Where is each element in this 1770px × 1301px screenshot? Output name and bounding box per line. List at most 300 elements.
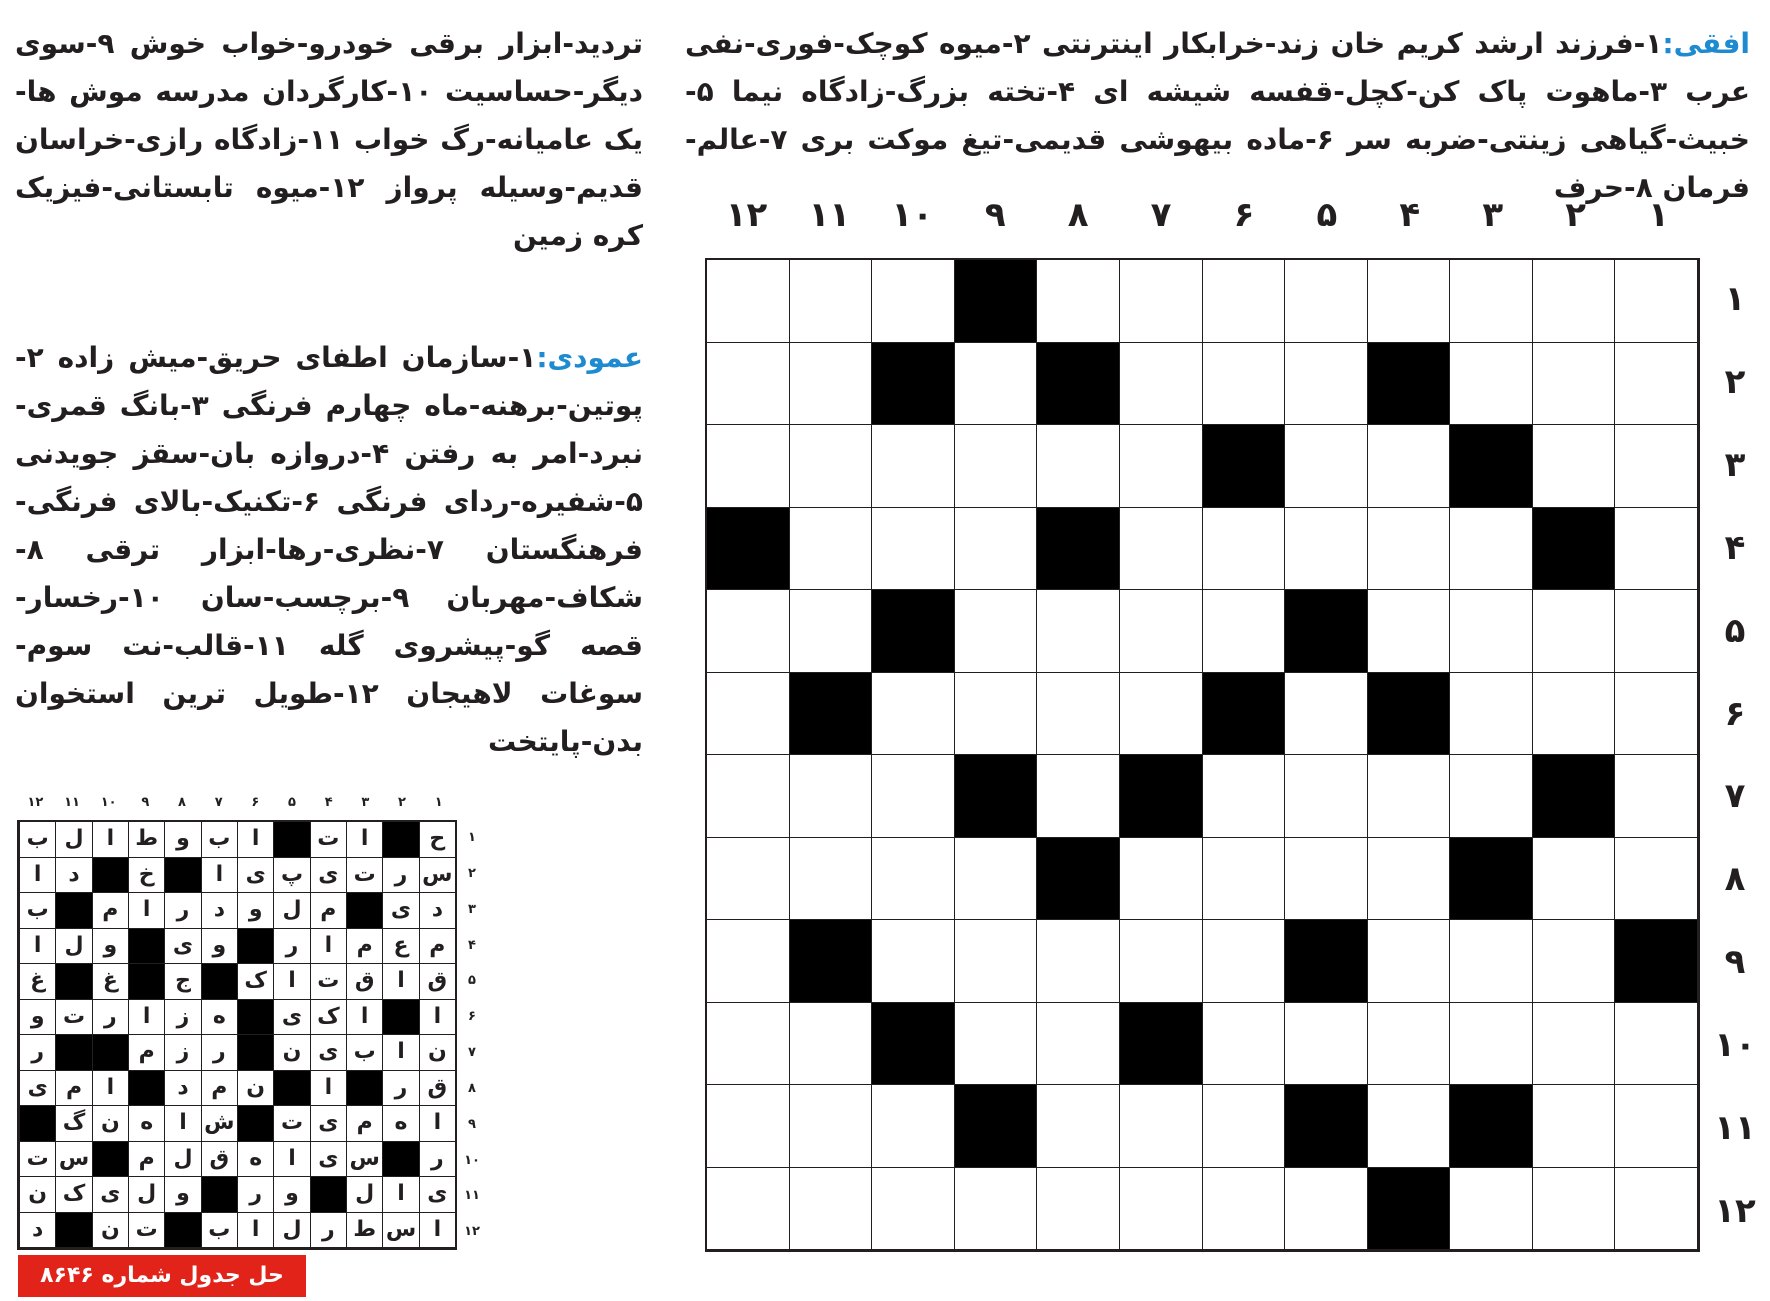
solution-column-number: ۱۰ — [100, 795, 117, 810]
column-number: ۱ — [1648, 195, 1669, 235]
solution-cell: و — [164, 1177, 200, 1213]
grid-cell-black — [1203, 673, 1286, 756]
solution-column-number: ۹ — [141, 795, 150, 810]
grid-cell[interactable] — [872, 755, 955, 838]
solution-cell: و — [19, 1000, 55, 1036]
grid-cell-black — [872, 343, 955, 426]
solution-cell: ا — [419, 1106, 455, 1142]
solution-cell: م — [55, 1071, 91, 1107]
grid-cell[interactable] — [790, 1085, 873, 1168]
grid-cell[interactable] — [707, 590, 790, 673]
solution-cell: ر — [92, 1000, 128, 1036]
grid-cell[interactable] — [790, 590, 873, 673]
solution-cell: ر — [164, 893, 200, 929]
grid-cell-black — [707, 508, 790, 591]
row-number: ۶ — [1724, 693, 1746, 734]
solution-cell: س — [419, 858, 455, 894]
grid-cell[interactable] — [1203, 1168, 1286, 1251]
grid-cell[interactable] — [1615, 1168, 1698, 1251]
row-number: ۳ — [1724, 445, 1746, 486]
grid-cell[interactable] — [1615, 590, 1698, 673]
solution-cell: ا — [164, 1106, 200, 1142]
row-number: ۱۲ — [1714, 1190, 1756, 1231]
solution-row-number: ۵ — [468, 973, 476, 989]
grid-cell[interactable] — [1368, 755, 1451, 838]
grid-cell[interactable] — [955, 838, 1038, 921]
grid-cell[interactable] — [790, 1168, 873, 1251]
solution-cell: م — [128, 1142, 164, 1178]
grid-cell[interactable] — [707, 755, 790, 838]
solution-cell: ب — [201, 1213, 237, 1249]
solution-cell-black — [346, 893, 382, 929]
grid-cell[interactable] — [1120, 343, 1203, 426]
solution-row-number: ۱۲ — [464, 1224, 480, 1240]
solution-cell: ر — [237, 1177, 273, 1213]
grid-cell[interactable] — [1368, 1003, 1451, 1086]
grid-cell[interactable] — [1037, 673, 1120, 756]
solution-cell: و — [201, 929, 237, 965]
solution-cell: ا — [419, 1000, 455, 1036]
grid-cell[interactable] — [707, 343, 790, 426]
across-clue-text-cont: تردید-ابزار برقی خودرو-خواب خوش ۹-سوی دیگر-حساسیت ۱۰-کارگردان مدرسه موش ها-یک عامیانه-رگ خواب ۱۱-زادگاه رازی-خراسان قدیم-وسیله پرواز ۱۲-میوه تابستانی-فیزیک کره زمین — [15, 27, 643, 252]
solution-cell: ا — [128, 893, 164, 929]
solution-cell: ق — [419, 964, 455, 1000]
solution-row-number: ۴ — [468, 937, 476, 953]
grid-cell[interactable] — [790, 508, 873, 591]
grid-cell[interactable] — [1203, 508, 1286, 591]
solution-cell: ل — [55, 822, 91, 858]
solution-cell-black — [310, 1177, 346, 1213]
grid-cell[interactable] — [1037, 425, 1120, 508]
solution-cell: ا — [346, 822, 382, 858]
solution-cell-black — [92, 858, 128, 894]
grid-cell[interactable] — [1533, 343, 1616, 426]
solution-column-number: ۱ — [434, 795, 443, 810]
grid-cell-black — [955, 755, 1038, 838]
grid-cell[interactable] — [1120, 1168, 1203, 1251]
solution-cell: ز — [164, 1000, 200, 1036]
down-clues — [15, 334, 643, 766]
grid-cell[interactable] — [1285, 260, 1368, 343]
grid-cell[interactable] — [1120, 838, 1203, 921]
grid-cell[interactable] — [1450, 1168, 1533, 1251]
solution-cell-black — [164, 1213, 200, 1249]
column-number: ۱۱ — [808, 195, 851, 235]
grid-cell[interactable] — [1450, 508, 1533, 591]
solution-cell: ت — [273, 1106, 309, 1142]
solution-cell: ر — [419, 1142, 455, 1178]
solution-cell: و — [92, 929, 128, 965]
grid-cell[interactable] — [1368, 425, 1451, 508]
grid-cell[interactable] — [1285, 673, 1368, 756]
solution-cell: ت — [19, 1142, 55, 1178]
solution-cell-black — [273, 822, 309, 858]
column-number: ۵ — [1316, 195, 1338, 235]
grid-cell[interactable] — [1285, 1003, 1368, 1086]
solution-cell-black — [55, 964, 91, 1000]
solution-cell: ت — [310, 822, 346, 858]
grid-cell[interactable] — [790, 260, 873, 343]
solution-cell-black — [128, 1071, 164, 1107]
grid-cell[interactable] — [1120, 1085, 1203, 1168]
solution-column-numbers — [17, 795, 457, 817]
solution-cell: م — [201, 1071, 237, 1107]
grid-cell[interactable] — [790, 343, 873, 426]
solution-column-number: ۲ — [398, 795, 406, 810]
row-number: ۷ — [1724, 776, 1746, 817]
solution-cell: ق — [419, 1071, 455, 1107]
solution-grid — [17, 820, 457, 1250]
solution-cell-black — [201, 964, 237, 1000]
grid-cell[interactable] — [1037, 920, 1120, 1003]
solution-cell: ه — [128, 1106, 164, 1142]
across-clues — [685, 20, 1750, 212]
solution-cell: د — [201, 893, 237, 929]
grid-cell[interactable] — [1120, 673, 1203, 756]
grid-cell[interactable] — [872, 920, 955, 1003]
solution-cell: د — [55, 858, 91, 894]
grid-cell-black — [1450, 1085, 1533, 1168]
grid-cell[interactable] — [1615, 343, 1698, 426]
grid-cell[interactable] — [1203, 590, 1286, 673]
solution-cell: ا — [92, 1071, 128, 1107]
column-number: ۲ — [1565, 195, 1586, 235]
grid-cell[interactable] — [1285, 508, 1368, 591]
solution-cell: ا — [237, 822, 273, 858]
solution-cell: غ — [19, 964, 55, 1000]
solution-cell: س — [382, 1213, 418, 1249]
grid-cell-black — [1120, 755, 1203, 838]
solution-cell: ر — [19, 1035, 55, 1071]
grid-cell[interactable] — [1285, 755, 1368, 838]
grid-cell-black — [1037, 343, 1120, 426]
grid-cell[interactable] — [1120, 508, 1203, 591]
grid-cell[interactable] — [1450, 260, 1533, 343]
solution-cell: م — [128, 1035, 164, 1071]
grid-cell-black — [955, 1085, 1038, 1168]
grid-cell[interactable] — [1615, 673, 1698, 756]
grid-cell[interactable] — [1285, 425, 1368, 508]
grid-cell[interactable] — [1450, 343, 1533, 426]
solution-cell: ب — [19, 822, 55, 858]
across-heading: افقی: — [1662, 27, 1750, 60]
grid-cell-black — [790, 673, 873, 756]
grid-cell-black — [955, 260, 1038, 343]
grid-cell[interactable] — [955, 425, 1038, 508]
solution-cell: م — [310, 893, 346, 929]
grid-cell[interactable] — [1533, 1003, 1616, 1086]
solution-column-number: ۷ — [214, 795, 223, 810]
row-number: ۸ — [1724, 859, 1746, 900]
solution-cell-black — [346, 1071, 382, 1107]
solution-cell: ن — [92, 1106, 128, 1142]
column-number: ۹ — [984, 195, 1006, 235]
column-number: ۴ — [1399, 195, 1421, 235]
solution-cell: ب — [201, 822, 237, 858]
grid-cell[interactable] — [1368, 920, 1451, 1003]
column-number: ۳ — [1482, 195, 1504, 235]
grid-cell[interactable] — [1368, 260, 1451, 343]
solution-cell: ی — [419, 1177, 455, 1213]
grid-cell[interactable] — [790, 755, 873, 838]
solution-cell: و — [273, 1177, 309, 1213]
solution-cell: ا — [382, 1177, 418, 1213]
solution-cell: ق — [346, 964, 382, 1000]
grid-cell[interactable] — [1615, 838, 1698, 921]
across-clue-text: ۱-فرزند ارشد کریم خان زند-خرابکار اینترنتی ۲-میوه کوچک-فوری-نفی عرب ۳-ماهوت پاک کن-کچل-قفسه شیشه ای ۴-تخته بزرگ-زادگاه نیما ۵-خبیث-گیاهی زینتی-ضربه سر ۶-ماده بیهوشی قدیمی-تیغ موکت بری ۷-عالم-فرمان ۸-حرف — [685, 27, 1750, 204]
solution-cell: ل — [346, 1177, 382, 1213]
grid-cell[interactable] — [1120, 425, 1203, 508]
solution-cell: خ — [128, 858, 164, 894]
grid-cell[interactable] — [707, 1085, 790, 1168]
solution-cell: ط — [346, 1213, 382, 1249]
solution-cell: ت — [128, 1213, 164, 1249]
solution-cell: ط — [128, 822, 164, 858]
solution-cell: غ — [92, 964, 128, 1000]
solution-cell: پ — [273, 858, 309, 894]
grid-cell-black — [1368, 343, 1451, 426]
solution-cell: ی — [382, 893, 418, 929]
grid-cell[interactable] — [790, 838, 873, 921]
grid-cell[interactable] — [1285, 343, 1368, 426]
solution-cell: ل — [164, 1142, 200, 1178]
solution-cell: ا — [273, 964, 309, 1000]
solution-row-number: ۱۱ — [464, 1188, 480, 1204]
solution-cell: ش — [201, 1106, 237, 1142]
grid-cell-black — [1285, 1085, 1368, 1168]
row-number: ۴ — [1724, 527, 1746, 568]
grid-cell[interactable] — [872, 838, 955, 921]
grid-cell[interactable] — [1615, 425, 1698, 508]
grid-cell[interactable] — [955, 920, 1038, 1003]
solution-cell: ک — [310, 1000, 346, 1036]
grid-cell[interactable] — [1037, 1085, 1120, 1168]
solution-cell: ا — [419, 1213, 455, 1249]
grid-cell-black — [1037, 838, 1120, 921]
solution-cell: ی — [164, 929, 200, 965]
row-number: ۵ — [1724, 610, 1746, 651]
solution-cell: ا — [128, 1000, 164, 1036]
solution-cell: ه — [237, 1142, 273, 1178]
solution-cell: س — [346, 1142, 382, 1178]
grid-cell[interactable] — [1203, 755, 1286, 838]
solution-cell: م — [346, 929, 382, 965]
grid-cell[interactable] — [955, 590, 1038, 673]
grid-cell[interactable] — [1450, 590, 1533, 673]
crossword-grid — [705, 258, 1700, 1252]
solution-cell-black — [237, 1035, 273, 1071]
grid-cell[interactable] — [707, 1003, 790, 1086]
grid-cell-black — [872, 590, 955, 673]
grid-cell[interactable] — [1450, 1003, 1533, 1086]
solution-cell: م — [92, 893, 128, 929]
grid-cell[interactable] — [955, 1168, 1038, 1251]
solution-cell-black — [273, 1071, 309, 1107]
column-number: ۱۲ — [725, 195, 768, 235]
grid-cell[interactable] — [1533, 425, 1616, 508]
grid-cell[interactable] — [1037, 755, 1120, 838]
grid-cell[interactable] — [1533, 1168, 1616, 1251]
grid-cell[interactable] — [707, 673, 790, 756]
solution-cell: د — [19, 1213, 55, 1249]
grid-cell-black — [790, 920, 873, 1003]
column-number: ۶ — [1233, 195, 1255, 235]
solution-cell: ا — [19, 929, 55, 965]
solution-cell-black — [237, 929, 273, 965]
grid-cell[interactable] — [872, 260, 955, 343]
grid-cell[interactable] — [1285, 838, 1368, 921]
solution-cell: ه — [201, 1000, 237, 1036]
solution-cell: ل — [55, 929, 91, 965]
grid-cell[interactable] — [955, 1003, 1038, 1086]
grid-cell[interactable] — [872, 1085, 955, 1168]
grid-cell[interactable] — [1450, 673, 1533, 756]
grid-cell-black — [1368, 673, 1451, 756]
grid-cell[interactable] — [1203, 343, 1286, 426]
grid-cell-black — [1615, 920, 1698, 1003]
solution-cell: ر — [273, 929, 309, 965]
down-clue-text: ۱-سازمان اطفای حریق-میش زاده ۲-پوتین-برهنه-ماه چهارم فرنگی ۳-بانگ قمری-نبرد-امر به رفتن ۴-دروازه بان-سقز جویدنی ۵-شفیره-ردای فرنگی ۶-تکنیک-بالای فرنگی-فرهنگستان ۷-نظری-رها-ابزار ترقی ۸-شکاف-مهربان ۹-برچسب-سان ۱۰-رخسار-قصه گو-پیشروی گله ۱۱-قالب-نت سوم-سوغات لاهیجان ۱۲-طویل ترین استخوان بدن-پایتخت — [15, 341, 643, 758]
row-number: ۱۰ — [1714, 1024, 1756, 1065]
solution-cell-black — [382, 1000, 418, 1036]
solution-cell: ا — [310, 929, 346, 965]
solution-cell-black — [237, 1000, 273, 1036]
grid-cell[interactable] — [1203, 838, 1286, 921]
grid-cell[interactable] — [1203, 260, 1286, 343]
grid-cell[interactable] — [1615, 755, 1698, 838]
grid-cell[interactable] — [1037, 1003, 1120, 1086]
grid-cell[interactable] — [1120, 590, 1203, 673]
solution-cell-black — [128, 929, 164, 965]
grid-cell[interactable] — [1120, 260, 1203, 343]
grid-cell[interactable] — [1368, 1085, 1451, 1168]
solution-cell: ن — [92, 1213, 128, 1249]
solution-cell: ع — [382, 929, 418, 965]
solution-row-number: ۱۰ — [464, 1152, 480, 1168]
grid-cell[interactable] — [1450, 920, 1533, 1003]
grid-cell[interactable] — [1203, 1003, 1286, 1086]
grid-cell[interactable] — [1037, 590, 1120, 673]
grid-cell[interactable] — [955, 508, 1038, 591]
grid-cell[interactable] — [872, 673, 955, 756]
grid-cell[interactable] — [1203, 920, 1286, 1003]
solution-cell: ج — [164, 964, 200, 1000]
grid-cell[interactable] — [707, 260, 790, 343]
solution-column-number: ۶ — [251, 795, 260, 810]
solution-cell: ه — [382, 1106, 418, 1142]
grid-cell[interactable] — [1615, 1003, 1698, 1086]
solution-row-number: ۲ — [468, 865, 476, 881]
solution-cell: و — [164, 822, 200, 858]
grid-cell-black — [1533, 755, 1616, 838]
grid-cell[interactable] — [707, 425, 790, 508]
solution-cell-black — [55, 893, 91, 929]
solution-cell: ی — [310, 1035, 346, 1071]
grid-cell[interactable] — [1533, 590, 1616, 673]
solution-cell: ی — [310, 1106, 346, 1142]
solution-cell: ی — [92, 1177, 128, 1213]
grid-cell[interactable] — [707, 1168, 790, 1251]
solution-row-number: ۱ — [468, 830, 476, 845]
grid-cell[interactable] — [1533, 673, 1616, 756]
grid-cell[interactable] — [1533, 260, 1616, 343]
solution-cell: ی — [19, 1071, 55, 1107]
grid-cell[interactable] — [1037, 1168, 1120, 1251]
grid-cell[interactable] — [955, 343, 1038, 426]
solution-row-number: ۹ — [468, 1116, 476, 1132]
grid-cell[interactable] — [1533, 838, 1616, 921]
solution-cell: گ — [55, 1106, 91, 1142]
solution-cell: ن — [419, 1035, 455, 1071]
solution-column-number: ۱۱ — [64, 795, 80, 810]
grid-cell-black — [1450, 838, 1533, 921]
grid-cell[interactable] — [790, 1003, 873, 1086]
solution-cell: ا — [382, 1035, 418, 1071]
solution-cell: ی — [310, 1142, 346, 1178]
solution-row-number: ۷ — [468, 1045, 476, 1060]
grid-cell[interactable] — [707, 920, 790, 1003]
solution-cell: ب — [346, 1035, 382, 1071]
solution-cell: ک — [55, 1177, 91, 1213]
grid-cell[interactable] — [1368, 838, 1451, 921]
grid-cell[interactable] — [1037, 260, 1120, 343]
grid-cell-black — [1533, 508, 1616, 591]
solution-cell: ا — [19, 858, 55, 894]
solution-column-number: ۱۲ — [27, 795, 44, 810]
grid-cell-black — [1285, 590, 1368, 673]
grid-cell[interactable] — [1615, 260, 1698, 343]
grid-cell[interactable] — [1615, 508, 1698, 591]
solution-column-number: ۸ — [178, 795, 186, 810]
grid-cell[interactable] — [1203, 1085, 1286, 1168]
solution-cell: ح — [419, 822, 455, 858]
grid-cell[interactable] — [1533, 1085, 1616, 1168]
grid-cell[interactable] — [872, 425, 955, 508]
solution-cell: س — [55, 1142, 91, 1178]
grid-cell[interactable] — [872, 1168, 955, 1251]
solution-cell: ل — [128, 1177, 164, 1213]
grid-cell-black — [1450, 425, 1533, 508]
column-number: ۱۰ — [891, 195, 934, 235]
solution-cell: ر — [382, 1071, 418, 1107]
grid-cell[interactable] — [1368, 508, 1451, 591]
column-number: ۷ — [1150, 195, 1172, 235]
solution-cell: ر — [382, 858, 418, 894]
solution-cell-black — [55, 1213, 91, 1249]
grid-cell-black — [1285, 920, 1368, 1003]
solution-cell: ت — [310, 964, 346, 1000]
solution-cell: ا — [310, 1071, 346, 1107]
grid-cell[interactable] — [1120, 920, 1203, 1003]
solution-cell: م — [346, 1106, 382, 1142]
column-number: ۸ — [1067, 195, 1089, 235]
solution-cell-black — [237, 1106, 273, 1142]
grid-cell[interactable] — [955, 673, 1038, 756]
solution-cell: ن — [273, 1035, 309, 1071]
grid-cell[interactable] — [1450, 755, 1533, 838]
grid-cell[interactable] — [1533, 920, 1616, 1003]
grid-cell[interactable] — [707, 838, 790, 921]
solution-cell-black — [55, 1035, 91, 1071]
grid-cell[interactable] — [1368, 590, 1451, 673]
solution-cell-black — [92, 1035, 128, 1071]
down-heading: عمودی: — [536, 341, 643, 374]
grid-cell[interactable] — [1285, 1168, 1368, 1251]
grid-cell[interactable] — [790, 425, 873, 508]
grid-cell[interactable] — [1615, 1085, 1698, 1168]
solution-cell: ر — [310, 1213, 346, 1249]
grid-cell[interactable] — [872, 508, 955, 591]
